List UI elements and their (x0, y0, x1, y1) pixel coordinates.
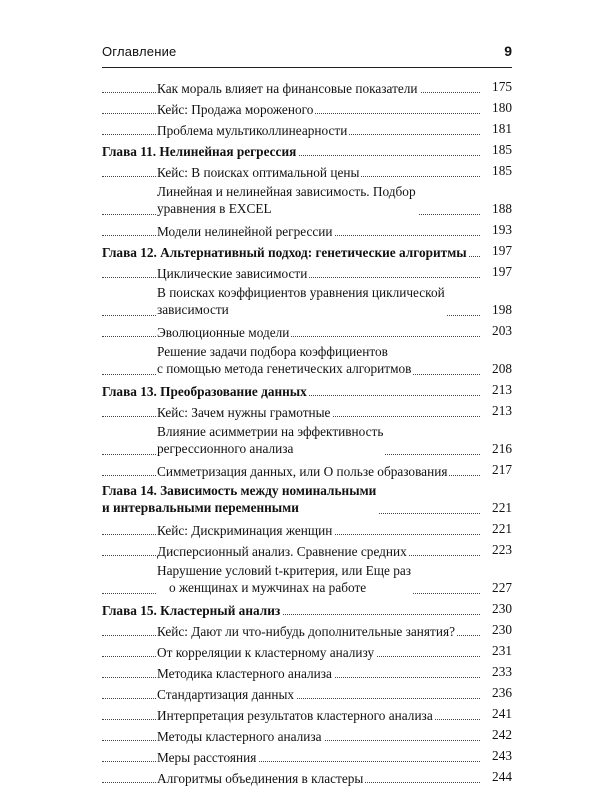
toc-entry-page: 213 (480, 400, 512, 421)
toc-entry-title: Алгоритмы объединения в кластеры (157, 768, 365, 789)
toc-entry[interactable] (102, 322, 512, 343)
toc-chapter[interactable] (102, 482, 512, 520)
toc-entry-page: 231 (480, 640, 512, 661)
toc-entry[interactable] (102, 99, 512, 120)
toc-entry-line-2: регрессионного анализа (157, 441, 294, 456)
toc-entry[interactable] (102, 162, 512, 183)
toc-chapter-title: Глава 15. Кластерный анализ (102, 600, 282, 621)
toc-entry[interactable] (102, 621, 512, 642)
toc-entry-title: Модели нелинейной регрессии (157, 221, 335, 242)
toc-entry-page: 193 (480, 219, 512, 240)
toc-entry[interactable] (102, 705, 512, 726)
toc-chapter-line-2: и интервальными переменными (102, 500, 299, 515)
toc-entry-page: 188 (480, 198, 512, 219)
toc-entry[interactable] (102, 663, 512, 684)
toc-entry-title: Дисперсионный анализ. Сравнение средних (157, 541, 409, 562)
toc-chapter-line-1: Глава 14. Зависимость между номинальными (102, 483, 377, 498)
toc-entry-title (157, 343, 413, 377)
toc-entry-line-1: Влияние асимметрии на эффективность (157, 424, 384, 439)
toc-entry-page: 221 (480, 518, 512, 539)
toc-entry-title: Симметризация данных, или О пользе образования (157, 461, 449, 482)
toc-chapter-page: 221 (480, 497, 512, 518)
toc-entry-page: 175 (480, 76, 512, 97)
toc-chapter-page: 185 (480, 139, 512, 160)
toc-entry[interactable] (102, 642, 512, 663)
toc-entry-title: Циклические зависимости (157, 263, 309, 284)
toc-entry-title: Меры расстояния (157, 747, 258, 768)
toc-entry-page: 208 (480, 358, 512, 379)
toc-entry-page: 217 (480, 459, 512, 480)
toc-entry-page: 181 (480, 118, 512, 139)
toc-chapter-title (102, 482, 378, 516)
toc-entry-page: 233 (480, 661, 512, 682)
toc-entry-page: 230 (480, 619, 512, 640)
toc-entry-page: 198 (480, 299, 512, 320)
toc-entry-page: 197 (480, 261, 512, 282)
toc-entry-title: Кейс: Дают ли что-нибудь дополнительные занятия? (157, 621, 457, 642)
table-of-contents (102, 78, 512, 789)
toc-entry-title (157, 562, 413, 596)
toc-entry[interactable] (102, 402, 512, 423)
toc-chapter-title: Глава 11. Нелинейная регрессия (102, 141, 298, 162)
toc-entry-page: 223 (480, 539, 512, 560)
toc-entry[interactable] (102, 78, 512, 99)
toc-chapter-title: Глава 12. Альтернативный подход: генетические алгоритмы (102, 242, 469, 263)
toc-entry-page: 227 (480, 577, 512, 598)
toc-entry[interactable] (102, 461, 512, 482)
toc-entry-title (157, 423, 385, 457)
toc-entry[interactable] (102, 284, 512, 322)
toc-entry-title (157, 183, 418, 217)
toc-entry-line-2: уравнения в EXCEL (157, 201, 272, 216)
toc-entry[interactable] (102, 520, 512, 541)
toc-entry-title: Кейс: В поисках оптимальной цены (157, 162, 361, 183)
toc-entry-title: Кейс: Зачем нужны грамотные (157, 402, 332, 423)
toc-chapter-title: Глава 13. Преобразование данных (102, 381, 309, 402)
toc-entry-page: 241 (480, 703, 512, 724)
toc-entry-line-1: Линейная и нелинейная зависимость. Подбор (157, 184, 416, 199)
toc-entry-page: 203 (480, 320, 512, 341)
toc-entry-page: 185 (480, 160, 512, 181)
toc-entry[interactable] (102, 562, 512, 600)
running-head (102, 44, 512, 66)
toc-entry[interactable] (102, 423, 512, 461)
toc-entry-title: Кейс: Продажа мороженого (157, 99, 315, 120)
toc-entry[interactable] (102, 768, 512, 789)
toc-entry-title: От корреляции к кластерному анализу (157, 642, 376, 663)
toc-entry-page: 236 (480, 682, 512, 703)
toc-entry[interactable] (102, 343, 512, 381)
toc-entry-page: 243 (480, 745, 512, 766)
toc-entry-page: 180 (480, 97, 512, 118)
toc-entry-line-2: с помощью метода генетических алгоритмов (157, 361, 412, 376)
toc-entry[interactable] (102, 726, 512, 747)
toc-entry-title (157, 284, 447, 318)
toc-entry-title: Интерпретация результатов кластерного анализа (157, 705, 435, 726)
toc-entry-title: Эволюционные модели (157, 322, 291, 343)
toc-entry-title: Как мораль влияет на финансовые показатели (157, 78, 420, 99)
toc-entry-title: Методика кластерного анализа (157, 663, 334, 684)
toc-entry-page: 244 (480, 766, 512, 787)
toc-chapter-page: 213 (480, 379, 512, 400)
toc-entry-line-1: Нарушение условий t-критерия, или Еще раз (157, 563, 412, 578)
running-title: Оглавление (102, 44, 177, 59)
toc-chapter-page: 230 (480, 598, 512, 619)
toc-entry-page: 216 (480, 438, 512, 459)
toc-entry[interactable] (102, 747, 512, 768)
toc-chapter[interactable] (102, 381, 512, 402)
page-number: 9 (504, 43, 512, 59)
toc-entry-line-1: Решение задачи подбора коэффициентов (157, 344, 388, 359)
toc-chapter-page: 197 (480, 240, 512, 261)
toc-entry[interactable] (102, 120, 512, 141)
toc-entry[interactable] (102, 263, 512, 284)
toc-chapter[interactable] (102, 242, 512, 263)
toc-entry[interactable] (102, 221, 512, 242)
toc-entry-page: 242 (480, 724, 512, 745)
toc-entry-title: Методы кластерного анализа (157, 726, 324, 747)
toc-entry[interactable] (102, 183, 512, 221)
toc-entry-line-2: о женщинах и мужчинах на работе (169, 580, 367, 595)
toc-entry-title: Проблема мультиколлинеарности (157, 120, 349, 141)
toc-entry[interactable] (102, 684, 512, 705)
toc-chapter[interactable] (102, 600, 512, 621)
toc-entry-title: Стандартизация данных (157, 684, 296, 705)
toc-entry[interactable] (102, 541, 512, 562)
toc-entry-line-2: зависимости (157, 302, 229, 317)
header-rule (102, 67, 512, 68)
toc-chapter[interactable] (102, 141, 512, 162)
toc-entry-title: Кейс: Дискриминация женщин (157, 520, 334, 541)
toc-entry-line-1: В поисках коэффициентов уравнения циклической (157, 285, 445, 300)
